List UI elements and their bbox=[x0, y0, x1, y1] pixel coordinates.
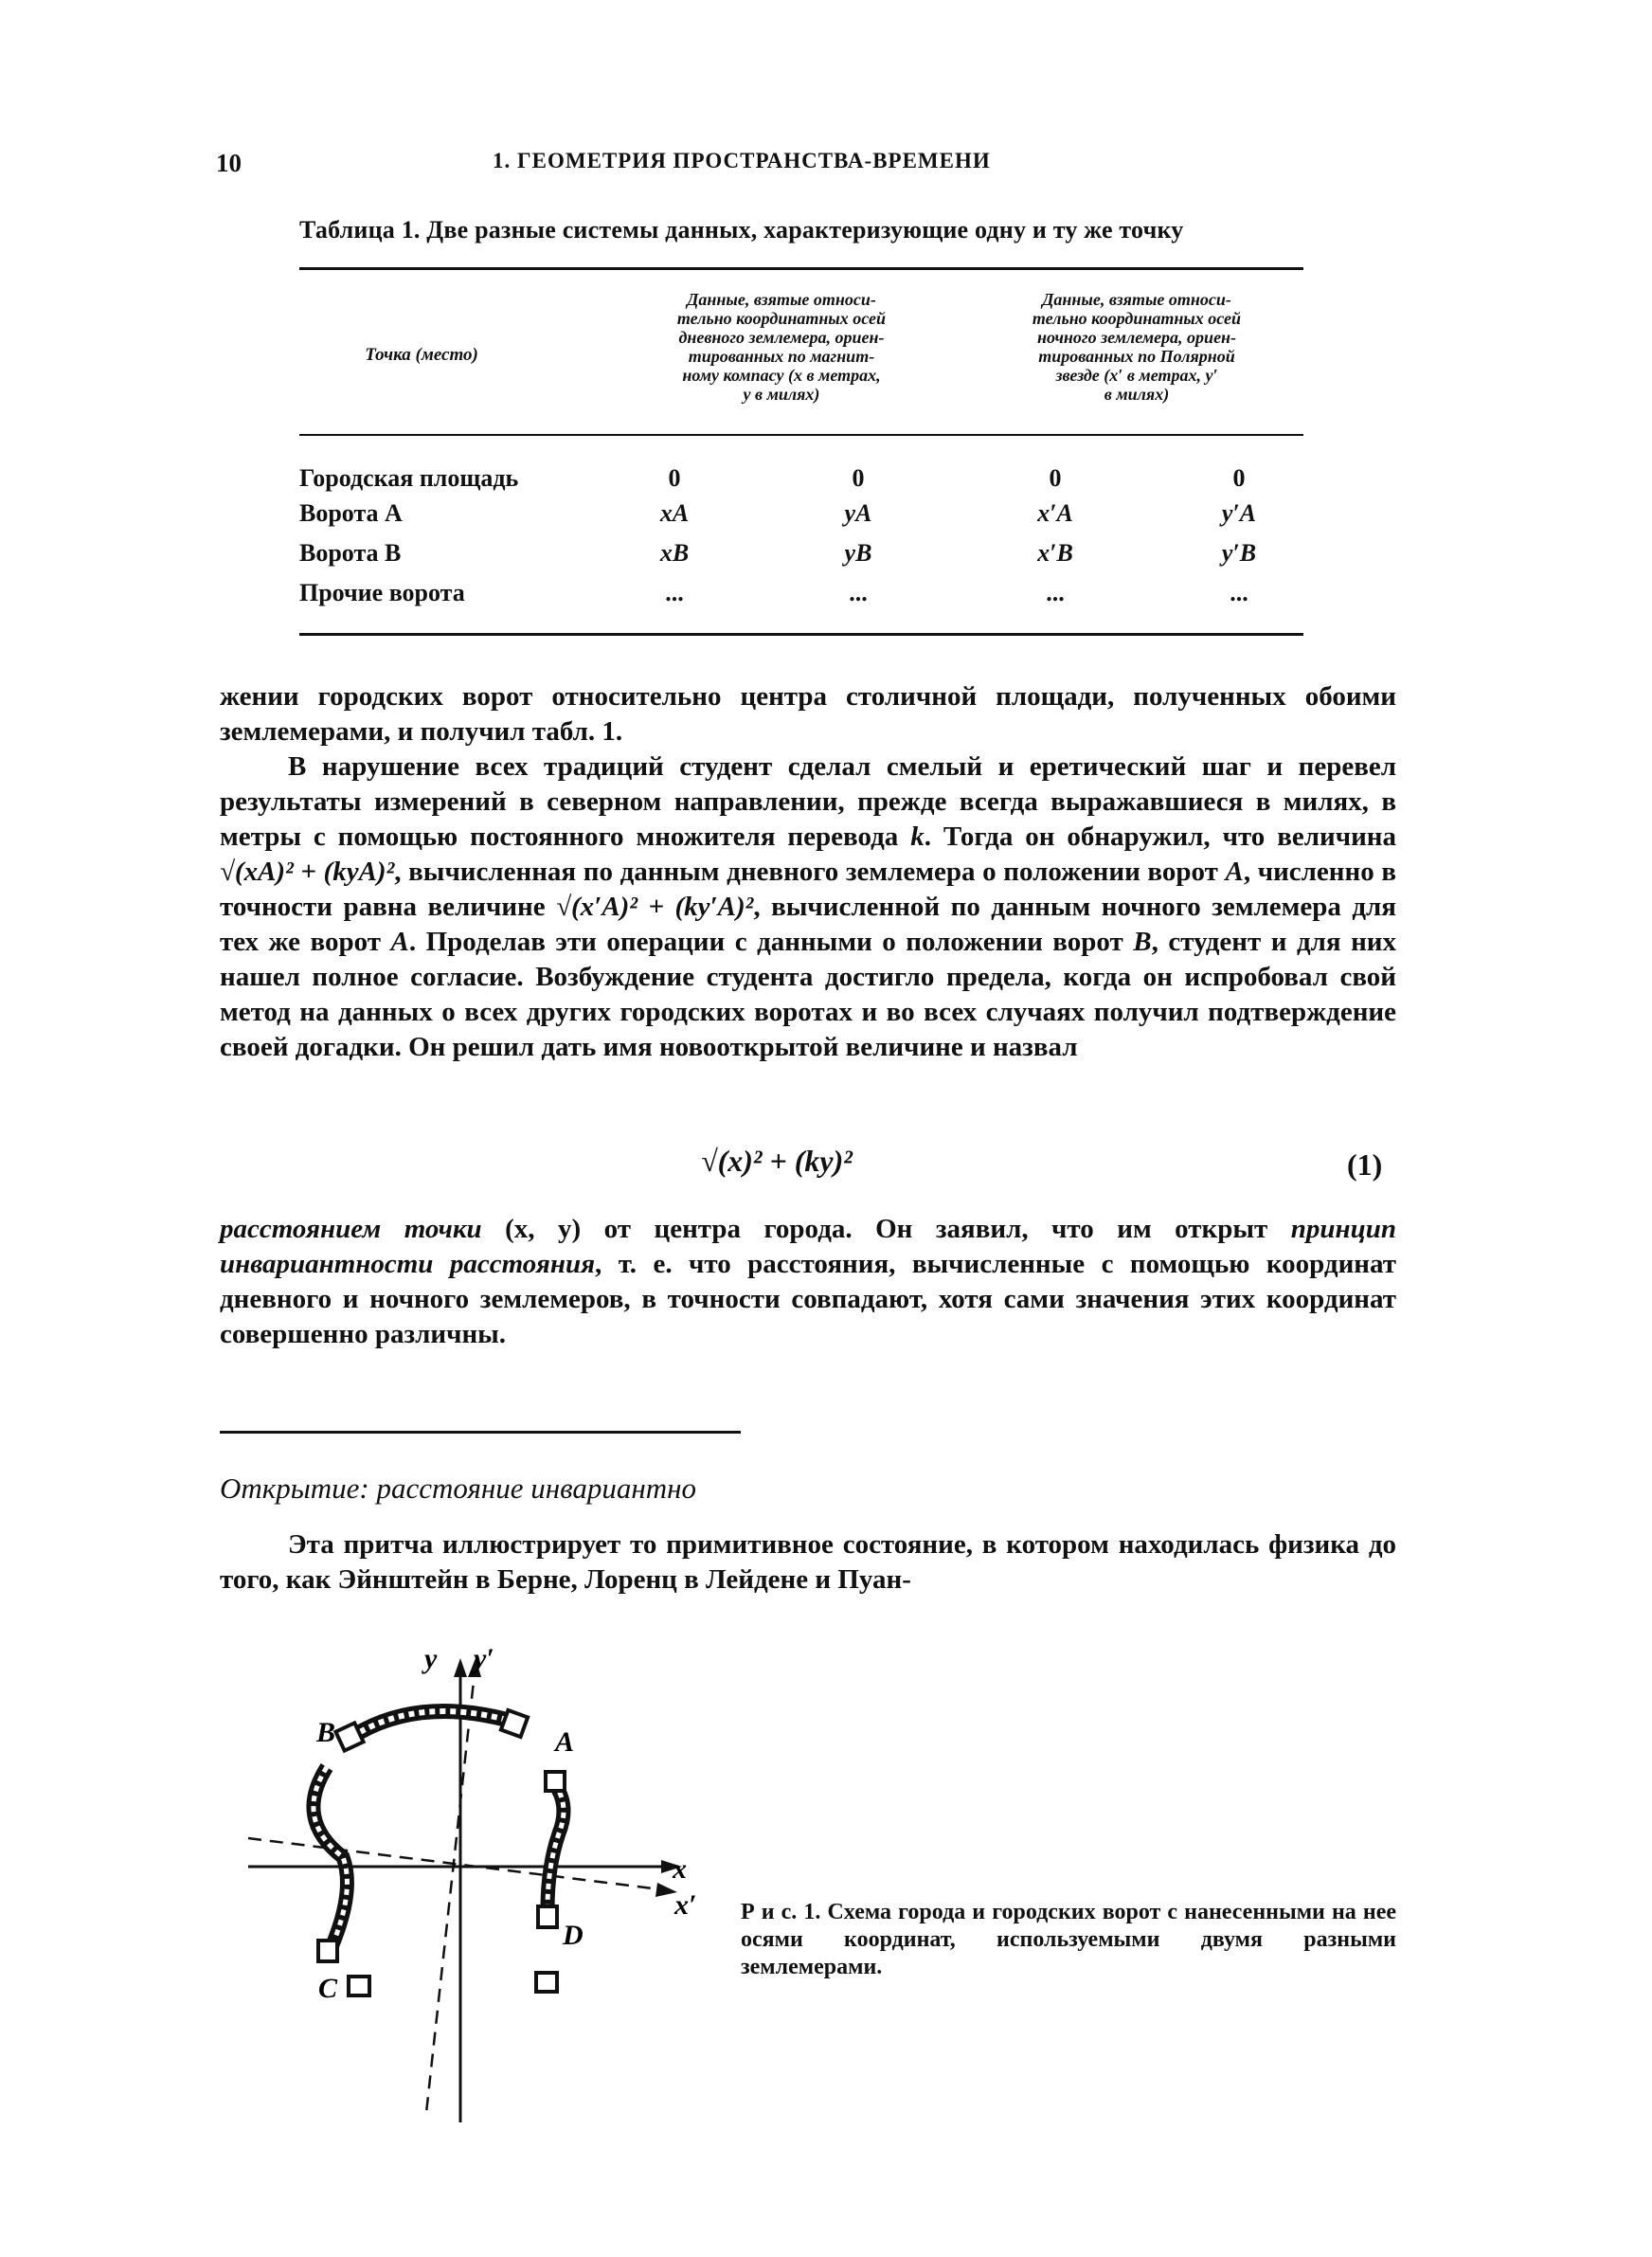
y-prime-axis bbox=[426, 1664, 476, 2113]
table-cell: yB bbox=[844, 539, 872, 567]
table-cell: y′B bbox=[1221, 539, 1257, 567]
table-cell: ... bbox=[849, 579, 868, 606]
table-row-place: Ворота A bbox=[299, 499, 403, 527]
table-cell: 0 bbox=[852, 464, 865, 492]
page-number: 10 bbox=[216, 149, 242, 177]
label-d: D bbox=[563, 1920, 584, 1951]
paragraph-3: расстоянием точки (x, y) от центра города. Он заявил, что им открыт принцип инвариантности расстояния, т. е. что расстояния, вычисленные с помощью координат дневного и ночного землемеров, в точности совпадают, хотя сами значения этих координат совершенно различны. bbox=[220, 1214, 1396, 1349]
table-cell: x′B bbox=[1037, 539, 1073, 567]
table-cell: ... bbox=[1230, 579, 1248, 606]
gate-a bbox=[501, 1710, 528, 1737]
table-cell: ... bbox=[665, 579, 684, 606]
section-title: Открытие: расстояние инвариантно bbox=[220, 1472, 697, 1505]
table-cell: xA bbox=[659, 499, 690, 527]
table-top-rule bbox=[299, 267, 1303, 270]
label-x-prime: x′ bbox=[674, 1889, 697, 1921]
equation-number: (1) bbox=[1347, 1147, 1383, 1182]
table-header-place: Точка (место) bbox=[365, 345, 478, 365]
figure-caption: Р и с. 1. Схема города и городских ворот с нанесенными на нее осями координат, используемыми двумя разными землемерами. bbox=[741, 1900, 1397, 1979]
body-text bbox=[220, 679, 1396, 1065]
running-title: 1. ГЕОМЕТРИЯ ПРОСТРАНСТВА-ВРЕМЕНИ bbox=[493, 149, 991, 172]
label-a: A bbox=[555, 1726, 575, 1758]
table-row-place: Ворота B bbox=[299, 539, 402, 567]
label-y-prime: y′ bbox=[474, 1643, 494, 1674]
paragraph-4: Эта притча иллюстрирует то примитивное состояние, в котором находилась физика до того, как Эйнштейн в Берне, Лоренц в Лейдене и Пуан- bbox=[220, 1529, 1396, 1595]
y-axis-arrow bbox=[454, 1658, 467, 1677]
table-header-rule bbox=[299, 434, 1303, 436]
inline-formula: √(x′A)² + (ky′A)² bbox=[556, 892, 754, 922]
table-bottom-rule bbox=[299, 633, 1303, 636]
table-row-place: Городская площадь bbox=[299, 464, 519, 492]
gate-d-building bbox=[536, 1973, 557, 1992]
table-header-night: Данные, взятые относи- тельно координатных осей ночного землемера, ориен- тированных по Полярной звезде (x′ в метрах, y′ в милях) bbox=[1032, 290, 1242, 404]
table-row-place: Прочие ворота bbox=[299, 579, 465, 606]
city-diagram bbox=[237, 1639, 710, 2132]
table-cell: ... bbox=[1046, 579, 1065, 606]
table-cell: 0 bbox=[1232, 464, 1246, 492]
gate-left-lower bbox=[318, 1941, 337, 1961]
gate-c bbox=[349, 1977, 369, 1995]
inline-formula: √(xA)² + (kyA)² bbox=[220, 857, 395, 887]
table-cell: yA bbox=[844, 499, 872, 527]
table-caption: Таблица 1. Две разные системы данных, характеризующие одну и ту же точку bbox=[299, 216, 1184, 244]
paragraph-1: жении городских ворот относительно центра столичной площади, полученных обоими землемерами, и получил табл. 1. bbox=[220, 681, 1396, 747]
table-header-day: Данные, взятые относи- тельно координатных осей дневного землемера, ориен- тированных по магнит- ному компасу (x в метрах, y в милях) bbox=[676, 290, 887, 404]
gate-d bbox=[538, 1906, 557, 1927]
table-cell: 0 bbox=[668, 464, 681, 492]
x-prime-axis bbox=[248, 1838, 668, 1890]
label-b: B bbox=[316, 1717, 336, 1748]
city-wall-left bbox=[314, 1767, 348, 1947]
table-cell: x′A bbox=[1037, 499, 1073, 527]
table-cell: 0 bbox=[1049, 464, 1062, 492]
table-cell: xB bbox=[659, 539, 690, 567]
label-x: x bbox=[673, 1853, 687, 1885]
label-y: y bbox=[424, 1643, 438, 1674]
section-divider bbox=[220, 1431, 741, 1434]
equation: √(x)² + (ky)² bbox=[701, 1144, 853, 1178]
label-c: C bbox=[318, 1973, 338, 2004]
gate-right-upper bbox=[546, 1772, 565, 1791]
table-cell: y′A bbox=[1221, 499, 1257, 527]
paragraph-2: В нарушение всех традиций студент сделал смелый и еретический шаг и перевел результаты измерений в северном направлении, прежде всегда выражавшиеся в милях, в метры с помощью постоянного множителя перевода k. Тогда он обнаружил, что величина √(xA)² + (kyA)², вычисленная по данным дневного землемера о положении ворот A, численно в точности равна величине √(x′A)² + (ky′A)², вычисленной по данным ночного землемера для тех же ворот A. Проделав эти операции с данными о положении ворот B, студент и для них нашел полное согласие. Возбуждение студента достигло предела, когда он испробовал свой метод на данных о всех других городских воротах и во всех случаях получил подтверждение своей догадки. Он решил дать имя новооткрытой величине и назвал bbox=[220, 751, 1397, 1062]
